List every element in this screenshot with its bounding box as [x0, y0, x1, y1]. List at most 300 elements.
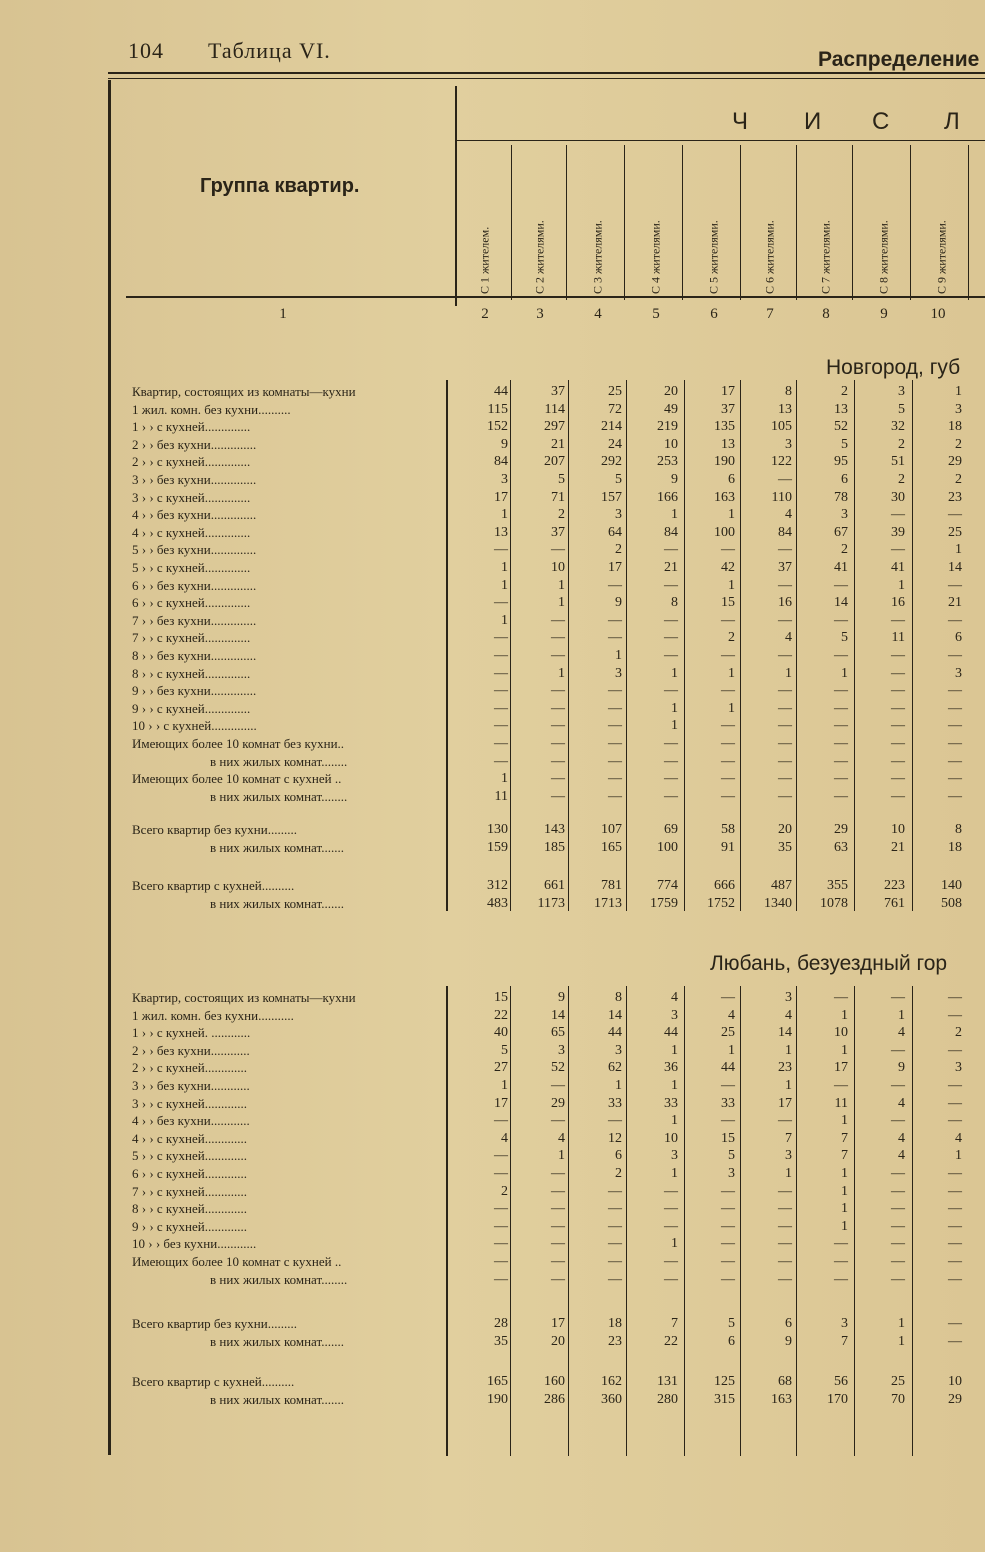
table-cell: —: [948, 718, 962, 734]
table-row-label: в них жилых комнат........: [210, 753, 348, 769]
table-cell: 1: [785, 1166, 792, 1181]
table-row-label: 3 › › без кухни..............: [132, 472, 257, 487]
table-cell: —: [494, 542, 508, 558]
table-cell: 1: [841, 665, 848, 681]
column-divider: [568, 986, 569, 1456]
table-cell: 14: [551, 1007, 565, 1023]
table-cell: —: [551, 630, 565, 646]
table-cell: —: [608, 1201, 622, 1217]
column-header: [742, 150, 798, 298]
table-cell: 7: [671, 1316, 678, 1331]
table-cell: 2: [841, 384, 848, 399]
table-cell: 17: [721, 384, 735, 399]
table-cell: —: [551, 612, 565, 628]
table-cell: —: [948, 1218, 962, 1234]
table-cell: 14: [834, 595, 848, 611]
table-cell: 1: [785, 1078, 792, 1093]
column-number: 5: [652, 306, 660, 322]
table-row-label: 1 › › с кухней..............: [132, 419, 251, 435]
table-cell: 65: [551, 1025, 565, 1041]
table-cell: 219: [657, 419, 678, 435]
table-cell: 35: [778, 840, 792, 855]
table-cell: 64: [608, 524, 622, 540]
table-cell: 4: [785, 1007, 792, 1023]
table-cell: —: [664, 1218, 678, 1234]
table-cell: 6: [785, 1316, 792, 1331]
table-cell: —: [891, 1042, 905, 1058]
table-cell: —: [834, 990, 848, 1005]
table-cell: 7: [841, 1334, 848, 1349]
table-cell: —: [891, 507, 905, 523]
table-cell: —: [948, 683, 962, 699]
table-cell: 49: [664, 401, 678, 417]
column-divider: [684, 380, 685, 911]
table-cell: 4: [898, 1148, 905, 1164]
table-cell: —: [948, 700, 962, 716]
table-cell: 22: [664, 1334, 678, 1349]
table-cell: 10: [664, 1130, 678, 1146]
column-divider: [968, 145, 969, 300]
table-cell: 5: [728, 1316, 735, 1331]
table-cell: 13: [834, 401, 848, 417]
table-row-label: 10 › › с кухней..............: [132, 718, 257, 734]
table-cell: 17: [834, 1060, 848, 1076]
table-cell: 1: [728, 507, 735, 523]
table-cell: 11: [494, 788, 508, 804]
table-cell: 10: [948, 1374, 962, 1389]
table-cell: 1: [501, 507, 508, 523]
table-cell: 16: [891, 595, 905, 611]
column-divider: [740, 145, 741, 300]
column-divider: [510, 986, 511, 1456]
table-cell: —: [778, 753, 792, 769]
table-cell: —: [551, 753, 565, 769]
table-cell: —: [778, 718, 792, 734]
table-cell: 37: [551, 524, 565, 540]
top-rule-thin: [108, 78, 985, 79]
table-cell: 2: [955, 1025, 962, 1041]
table-cell: 41: [834, 560, 848, 575]
table-cell: 1: [728, 665, 735, 681]
table-row-label: 8 › › с кухней.............: [132, 1201, 247, 1217]
table-row-label: 9 › › без кухни..............: [132, 683, 257, 699]
table-cell: 14: [608, 1007, 622, 1023]
column-divider: [626, 380, 627, 911]
table-cell: 37: [721, 401, 735, 417]
table-cell: 21: [948, 595, 962, 611]
table-row-label: 3 › › без кухни............: [132, 1078, 250, 1093]
table-cell: —: [721, 753, 735, 769]
table-cell: —: [608, 1236, 622, 1252]
table-cell: —: [551, 542, 565, 558]
table-cell: —: [948, 1166, 962, 1181]
table-cell: —: [551, 648, 565, 663]
table-cell: —: [664, 1254, 678, 1269]
table-cell: 6: [615, 1148, 622, 1164]
table-cell: —: [891, 1183, 905, 1199]
table-cell: 36: [664, 1060, 678, 1076]
table-cell: 163: [714, 489, 735, 505]
table-cell: —: [778, 700, 792, 716]
label-divider: [446, 380, 448, 911]
table-row-label: 2 › › с кухней.............: [132, 1060, 247, 1076]
table-row-label: 1 › › с кухней. ............: [132, 1025, 251, 1041]
table-cell: —: [494, 1271, 508, 1287]
table-cell: —: [948, 771, 962, 787]
table-cell: 508: [941, 896, 962, 911]
table-cell: 159: [487, 840, 508, 855]
column-header: [914, 150, 970, 298]
table-cell: 3: [671, 1148, 678, 1164]
table-cell: —: [608, 771, 622, 787]
table-cell: 143: [544, 822, 565, 837]
table-cell: 18: [948, 419, 962, 435]
table-cell: —: [948, 1095, 962, 1111]
table-cell: 33: [664, 1095, 678, 1111]
table-cell: —: [891, 990, 905, 1005]
table-cell: 280: [657, 1392, 678, 1407]
table-cell: —: [834, 753, 848, 769]
table-cell: 3: [955, 1060, 962, 1076]
table-cell: —: [778, 612, 792, 628]
table-cell: 1: [671, 1078, 678, 1093]
table-cell: 666: [714, 878, 735, 893]
table-cell: 2: [841, 542, 848, 558]
table-cell: 28: [494, 1316, 508, 1331]
table-row-label: Квартир, состоящих из комнаты—кухни: [132, 990, 356, 1005]
table-cell: —: [891, 753, 905, 769]
table-cell: 84: [664, 524, 678, 540]
column-number: 6: [710, 306, 718, 322]
table-cell: —: [948, 612, 962, 628]
table-cell: 2: [728, 630, 735, 646]
table-cell: 1: [671, 507, 678, 523]
table-cell: 166: [657, 489, 678, 505]
table-cell: 1: [671, 700, 678, 716]
table-cell: 2: [615, 1166, 622, 1181]
table-cell: —: [721, 542, 735, 558]
table-cell: —: [834, 788, 848, 804]
table-cell: 2: [898, 472, 905, 487]
column-header-text: С 3 жителями.: [590, 220, 605, 294]
table-cell: —: [834, 771, 848, 787]
table-cell: 5: [841, 436, 848, 452]
table-cell: 1: [615, 648, 622, 663]
table-cell: —: [778, 1254, 792, 1269]
column-number: 7: [766, 306, 774, 322]
table-cell: —: [608, 753, 622, 769]
table-cell: 100: [714, 524, 735, 540]
table-cell: —: [608, 1113, 622, 1129]
table-cell: —: [551, 1271, 565, 1287]
table-cell: 68: [778, 1374, 792, 1389]
table-cell: —: [778, 577, 792, 593]
table-cell: 6: [728, 472, 735, 487]
table-cell: —: [551, 1218, 565, 1234]
section-luban-title: Любань, безуездный гор: [710, 952, 948, 975]
table-cell: —: [948, 648, 962, 663]
table-row-label: Имеющих более 10 комнат с кухней ..: [132, 1254, 342, 1269]
table-row-label: 2 › › без кухни............: [132, 1042, 250, 1058]
table-cell: 110: [771, 489, 792, 505]
column-divider: [912, 380, 913, 911]
column-header-text: С 6 жителями.: [762, 220, 777, 294]
table-cell: —: [891, 1166, 905, 1181]
spanning-letter-3: С: [872, 108, 890, 135]
table-cell: 13: [778, 401, 792, 417]
table-cell: —: [891, 542, 905, 558]
table-cell: 1: [841, 1201, 848, 1217]
table-row-label: 1 жил. комн. без кухни...........: [132, 1007, 294, 1023]
column-divider: [682, 145, 683, 300]
table-cell: 1: [841, 1007, 848, 1023]
table-cell: —: [778, 1183, 792, 1199]
table-cell: —: [551, 718, 565, 734]
table-row-label: в них жилых комнат........: [210, 1271, 348, 1287]
column-number: 1: [279, 306, 287, 322]
table-cell: —: [721, 771, 735, 787]
table-cell: 27: [494, 1060, 508, 1076]
table-cell: 355: [827, 878, 848, 893]
table-cell: —: [721, 1078, 735, 1093]
table-row-label: 7 › › с кухней.............: [132, 1183, 247, 1199]
table-cell: —: [608, 630, 622, 646]
table-cell: 3: [615, 507, 622, 523]
table-cell: —: [664, 1183, 678, 1199]
table-cell: —: [551, 736, 565, 751]
table-cell: —: [891, 612, 905, 628]
table-cell: —: [948, 1334, 962, 1349]
label-divider: [446, 986, 448, 1456]
table-cell: —: [778, 1218, 792, 1234]
table-cell: 2: [615, 542, 622, 558]
table-cell: 2: [501, 1183, 508, 1199]
table-cell: —: [551, 1236, 565, 1252]
column-divider: [510, 380, 511, 911]
table-cell: —: [494, 1218, 508, 1234]
column-header-text: С 4 жителями.: [648, 220, 663, 294]
table-cell: 1: [841, 1183, 848, 1199]
table-cell: —: [494, 1113, 508, 1129]
column-number: 10: [930, 306, 946, 322]
table-cell: —: [948, 507, 962, 523]
table-cell: 91: [721, 840, 735, 855]
table-cell: 122: [771, 454, 792, 470]
table-cell: 9: [671, 472, 678, 487]
table-cell: 5: [615, 472, 622, 487]
table-cell: 3: [785, 990, 792, 1005]
column-divider: [796, 986, 797, 1456]
table-cell: 20: [664, 384, 678, 399]
table-cell: —: [608, 683, 622, 699]
table-cell: 33: [608, 1095, 622, 1111]
table-cell: 25: [891, 1374, 905, 1389]
table-cell: 12: [608, 1130, 622, 1146]
table-cell: —: [834, 648, 848, 663]
table-cell: 10: [664, 436, 678, 452]
table-cell: 483: [487, 896, 508, 911]
column-header-text: С 8 жителями.: [876, 220, 891, 294]
table-cell: 5: [898, 401, 905, 417]
table-cell: 1: [501, 771, 508, 787]
table-cell: 1: [671, 718, 678, 734]
spanning-header-rule: [455, 140, 985, 141]
table-row-label: 5 › › без кухни..............: [132, 542, 257, 558]
table-cell: —: [664, 577, 678, 593]
table-cell: —: [608, 736, 622, 751]
table-cell: —: [551, 1113, 565, 1129]
table-cell: 52: [551, 1060, 565, 1076]
column-divider: [910, 145, 911, 300]
table-cell: —: [778, 736, 792, 751]
table-cell: —: [664, 771, 678, 787]
table-cell: 44: [608, 1025, 622, 1041]
table-cell: —: [608, 577, 622, 593]
page-number: 104: [128, 38, 164, 63]
table-cell: 8: [615, 990, 622, 1005]
table-cell: —: [664, 788, 678, 804]
table-cell: 4: [898, 1025, 905, 1041]
table-cell: —: [891, 1218, 905, 1234]
table-cell: 20: [551, 1334, 565, 1349]
table-cell: —: [834, 700, 848, 716]
column-header-text: С 7 жителями.: [818, 220, 833, 294]
table-cell: —: [494, 736, 508, 751]
table-cell: 135: [714, 419, 735, 435]
table-cell: 223: [884, 878, 905, 893]
top-rule: [108, 72, 985, 74]
table-row-label: 1 жил. комн. без кухни..........: [132, 401, 291, 417]
table-cell: —: [551, 1201, 565, 1217]
table-cell: 185: [544, 840, 565, 855]
table-cell: —: [948, 1316, 962, 1331]
table-cell: 56: [834, 1374, 848, 1389]
table-cell: 3: [558, 1042, 565, 1058]
table-cell: —: [721, 612, 735, 628]
table-cell: 115: [487, 401, 508, 417]
table-cell: 253: [657, 454, 678, 470]
spanning-letter-4: Л: [944, 108, 960, 135]
table-cell: 1: [785, 1042, 792, 1058]
table-cell: 9: [898, 1060, 905, 1076]
table-cell: —: [551, 788, 565, 804]
table-cell: 1: [841, 1218, 848, 1234]
column-divider: [740, 986, 741, 1456]
total-row-label: Всего квартир с кухней..........: [132, 878, 295, 893]
column-header: [856, 150, 912, 298]
table-cell: 131: [657, 1374, 678, 1389]
section-novgorod-title: Новгород, губ: [826, 356, 961, 379]
table-row-label: 7 › › без кухни..............: [132, 612, 257, 628]
table-cell: 17: [608, 560, 622, 575]
table-cell: 152: [487, 419, 508, 435]
table-cell: 8: [671, 595, 678, 611]
table-row-label: 6 › › с кухней.............: [132, 1166, 247, 1181]
table-cell: 1: [898, 1316, 905, 1331]
table-cell: 214: [601, 419, 622, 435]
table-cell: 1752: [707, 896, 735, 911]
table-cell: 10: [834, 1025, 848, 1041]
table-cell: 6: [955, 630, 962, 646]
table-cell: 1: [558, 577, 565, 593]
table-cell: —: [721, 648, 735, 663]
table-cell: 15: [721, 1130, 735, 1146]
table-cell: —: [891, 648, 905, 663]
table-cell: 1: [615, 1078, 622, 1093]
table-cell: —: [664, 683, 678, 699]
column-divider: [796, 145, 797, 300]
table-cell: —: [664, 630, 678, 646]
table-cell: 1: [671, 665, 678, 681]
table-cell: 3: [955, 401, 962, 417]
table-cell: 10: [551, 560, 565, 575]
table-cell: —: [721, 1254, 735, 1269]
total-row-label: в них жилых комнат.......: [210, 896, 344, 911]
table-cell: —: [891, 771, 905, 787]
table-cell: —: [721, 1236, 735, 1252]
table-cell: 9: [615, 595, 622, 611]
table-cell: 1: [841, 1113, 848, 1129]
table-cell: 3: [955, 665, 962, 681]
table-cell: 18: [608, 1316, 622, 1331]
table-cell: —: [948, 736, 962, 751]
table-cell: 71: [551, 489, 565, 505]
table-cell: 29: [948, 1392, 962, 1407]
table-cell: 1173: [537, 896, 565, 911]
table-cell: —: [778, 542, 792, 558]
table-cell: —: [948, 753, 962, 769]
table-cell: 62: [608, 1060, 622, 1076]
table-cell: 37: [551, 384, 565, 399]
table-cell: —: [948, 1042, 962, 1058]
table-row-label: 9 › › с кухней.............: [132, 1218, 247, 1234]
table-cell: 58: [721, 822, 735, 837]
column-divider: [852, 145, 853, 300]
column-header: [628, 150, 684, 298]
table-cell: 1: [501, 612, 508, 628]
table-cell: —: [948, 1007, 962, 1023]
column-number: 4: [594, 306, 602, 322]
table-cell: 207: [544, 454, 565, 470]
table-cell: 52: [834, 419, 848, 435]
table-cell: 487: [771, 878, 792, 893]
table-cell: —: [891, 1271, 905, 1287]
table-cell: —: [721, 1271, 735, 1287]
table-cell: 292: [601, 454, 622, 470]
table-cell: 1340: [764, 896, 792, 911]
column-divider: [854, 380, 855, 911]
table-cell: 2: [955, 436, 962, 452]
table-cell: 13: [494, 524, 508, 540]
table-cell: 1: [558, 595, 565, 611]
table-cell: —: [664, 1201, 678, 1217]
table-cell: 6: [841, 472, 848, 487]
table-row-label: 4 › › без кухни..............: [132, 507, 257, 523]
table-cell: 2: [558, 507, 565, 523]
table-cell: 1: [728, 1042, 735, 1058]
table-cell: 1: [955, 542, 962, 558]
table-row-label: 3 › › с кухней..............: [132, 489, 251, 505]
table-cell: 67: [834, 524, 848, 540]
table-cell: 315: [714, 1392, 735, 1407]
table-row-label: 4 › › с кухней.............: [132, 1130, 247, 1146]
table-cell: 1: [841, 1042, 848, 1058]
table-cell: —: [721, 990, 735, 1005]
table-cell: —: [891, 700, 905, 716]
table-cell: 1: [671, 1166, 678, 1181]
table-row-label: Квартир, состоящих из комнаты—кухни: [132, 384, 356, 399]
total-row-label: Всего квартир с кухней..........: [132, 1374, 295, 1389]
